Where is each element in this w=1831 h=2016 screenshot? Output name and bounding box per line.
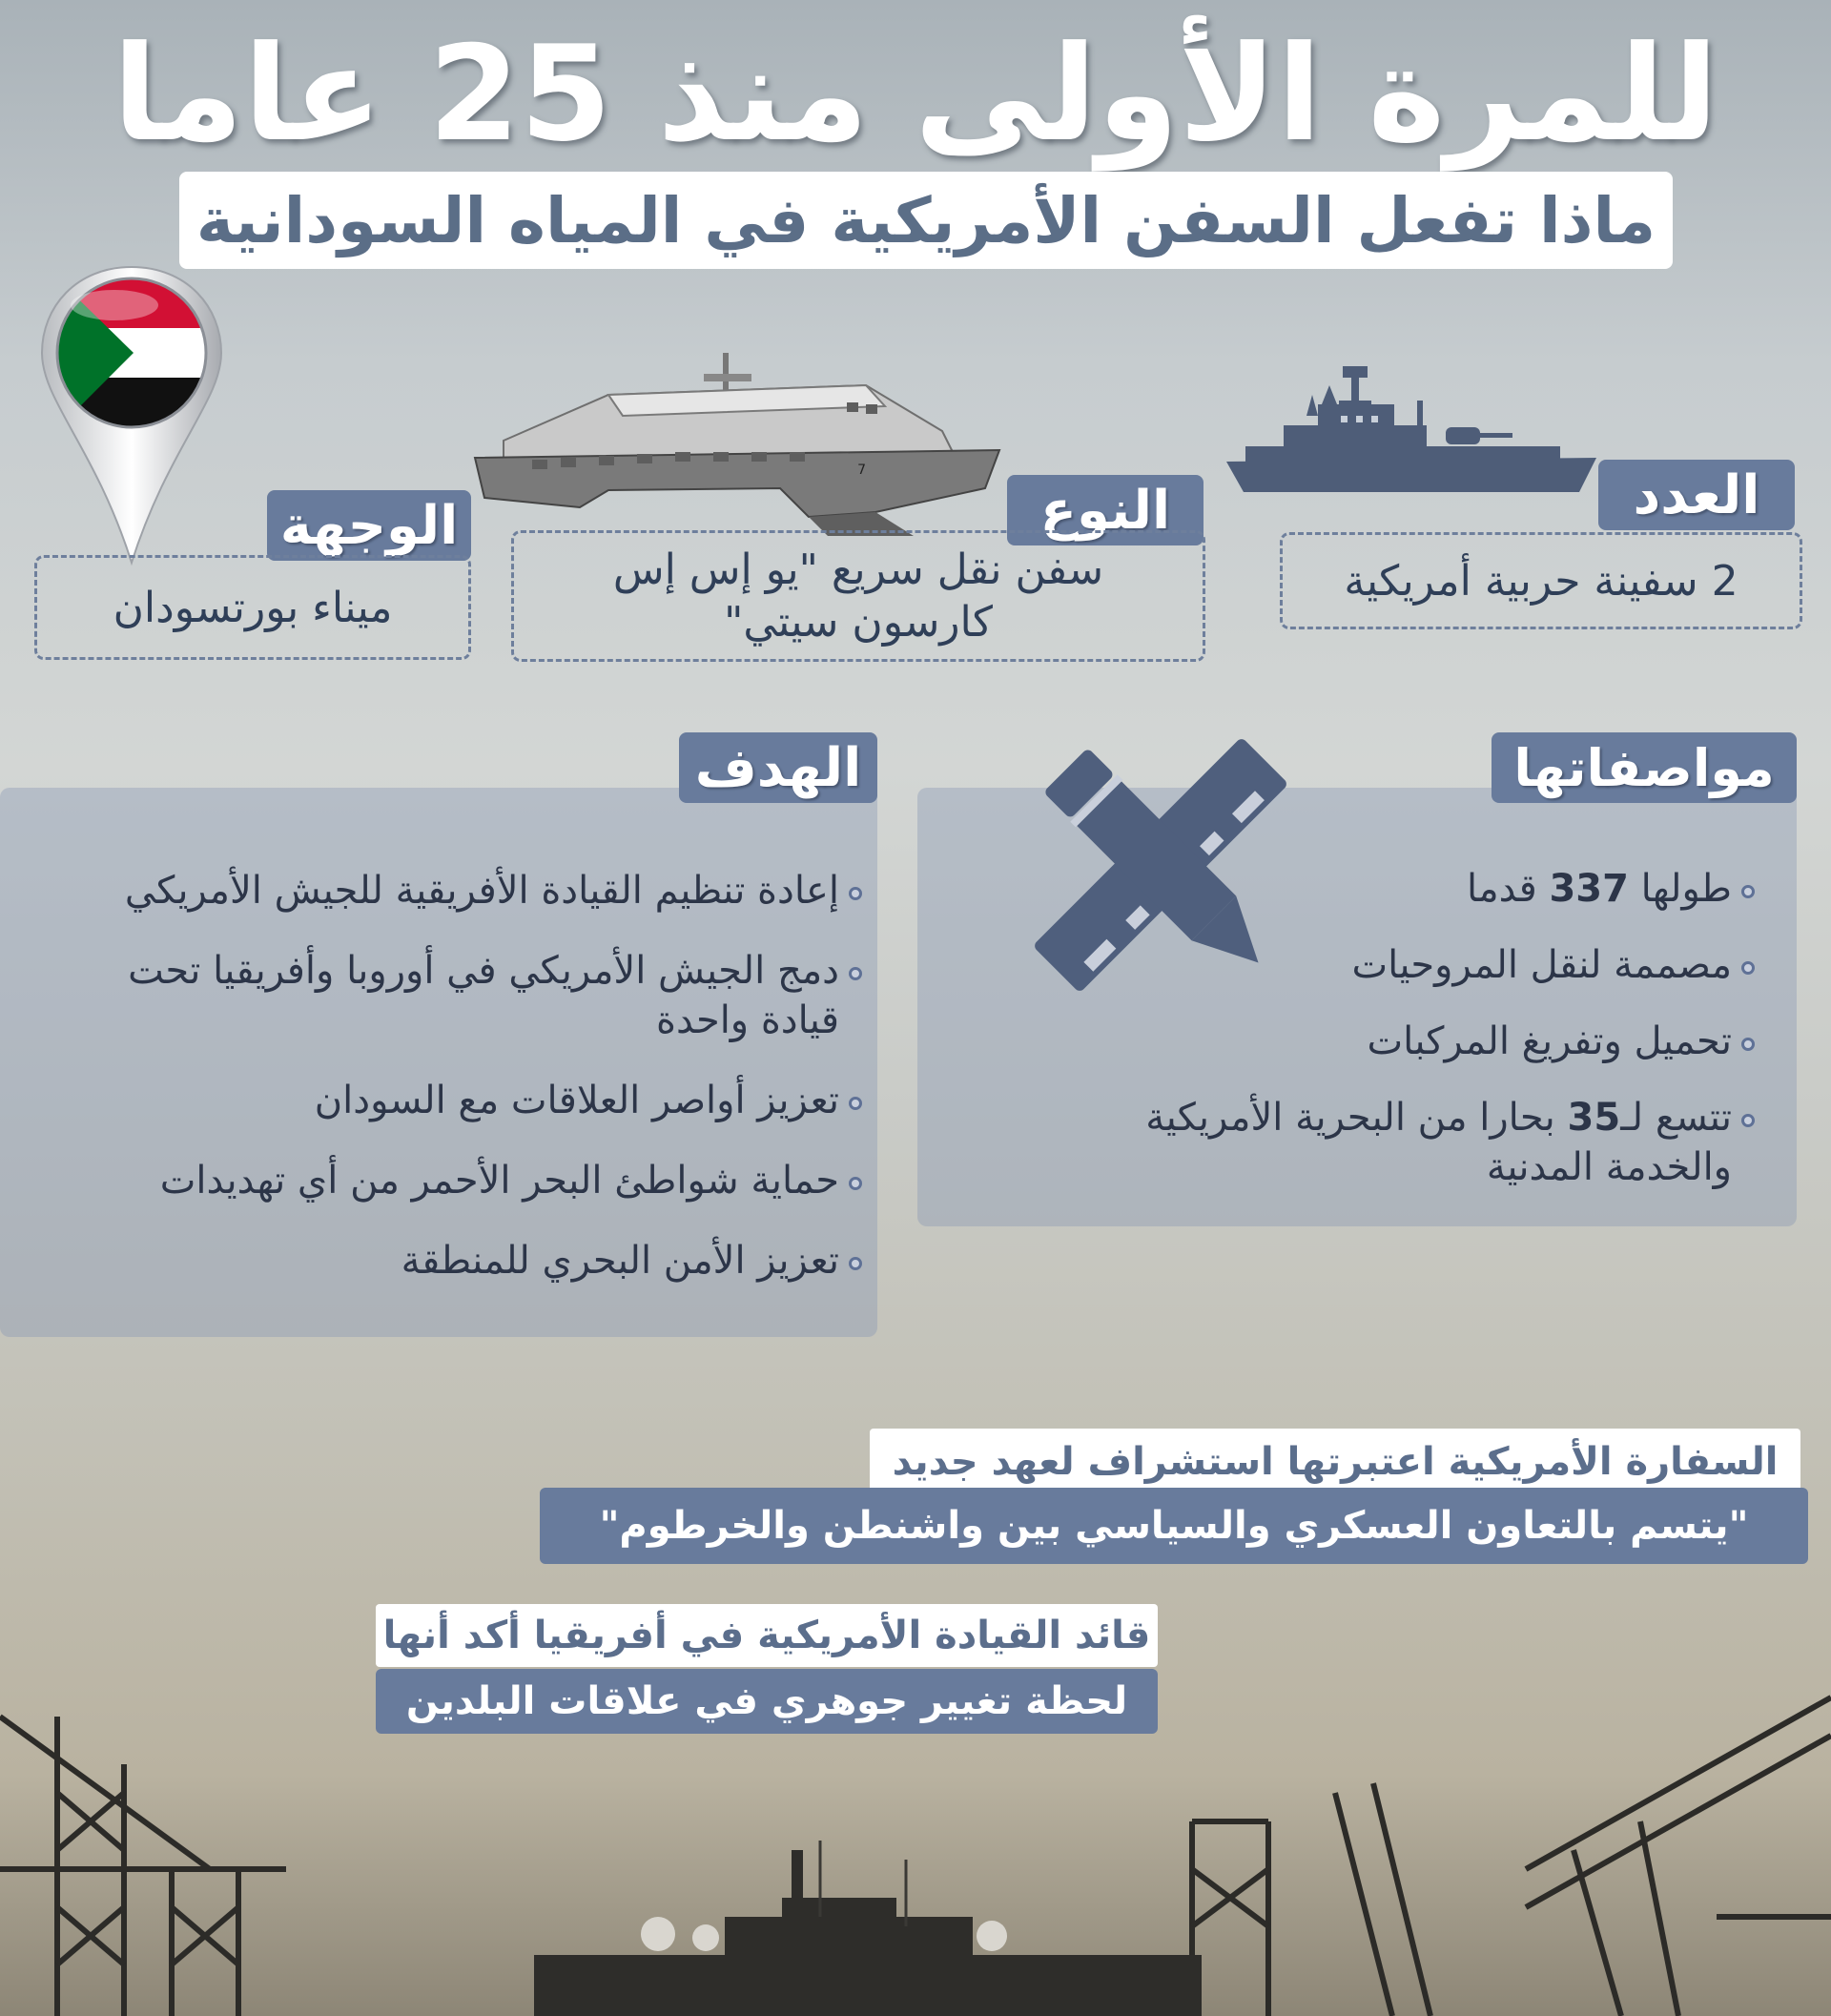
spec-item-3: تحميل وتفريغ المركبات (1059, 1017, 1755, 1066)
embassy-quote-line1: السفارة الأمريكية اعتبرتها استشراف لعهد جديد (870, 1429, 1800, 1495)
bullet-icon (849, 887, 862, 900)
goal-item-1: إعادة تنظيم القيادة الأفريقية للجيش الأمريكي (38, 866, 862, 915)
goals-list (38, 866, 862, 1286)
goal-item-4: حماية شواطئ البحر الأحمر من أي تهديدات (38, 1156, 862, 1205)
map-pin-flag-icon (38, 257, 225, 572)
svg-text:7: 7 (857, 463, 866, 478)
goal-item-2: دمج الجيش الأمريكي في أوروبا وأفريقيا تحت قيادة واحدة (38, 946, 862, 1045)
spec-item-1: طولها 337 قدما (1059, 864, 1755, 914)
count-label: العدد (1598, 460, 1795, 530)
bullet-icon (1741, 1114, 1755, 1127)
subtitle-box (179, 172, 1673, 269)
goal-item-3: تعزيز أواصر العلاقات مع السودان (38, 1076, 862, 1125)
bullet-icon (849, 1097, 862, 1110)
type-value-line1: سفن نقل سريع "يو إس إس (612, 545, 1104, 594)
warship-icon (1226, 366, 1596, 500)
type-label: النوع (1007, 475, 1204, 545)
spec-item-4: تتسع لـ35 بحارا من البحرية الأمريكية والخدمة المدنية (1059, 1093, 1755, 1192)
type-value-line2: كارسون سيتي" (724, 598, 993, 647)
page-subtitle: ماذا تفعل السفن الأمريكية في المياه السودانية (195, 183, 1656, 257)
goals-label: الهدف (679, 732, 877, 803)
specs-label: مواصفاتها (1492, 732, 1797, 803)
specs-list (1059, 864, 1755, 1192)
page-title: للمرة الأولى منذ 25 عاما (112, 17, 1719, 171)
commander-quote-line2: لحظة تغيير جوهري في علاقات البلدين (376, 1669, 1158, 1734)
count-value-box (1280, 532, 1802, 629)
destination-label: الوجهة (267, 490, 471, 561)
bullet-icon (849, 1177, 862, 1190)
spec-item-2: مصممة لنقل المروحيات (1059, 940, 1755, 990)
count-value: 2 سفينة حربية أمريكية (1344, 556, 1738, 606)
destination-value: ميناء بورتسودان (113, 583, 393, 632)
embassy-quote-line2: "يتسم بالتعاون العسكري والسياسي بين واشنطن والخرطوم" (540, 1488, 1808, 1564)
bullet-icon (1741, 961, 1755, 975)
type-value-box (511, 530, 1205, 662)
destination-value-box (34, 555, 471, 660)
port-scene-image (0, 1678, 1831, 2016)
bullet-icon (849, 1257, 862, 1270)
bullet-icon (1741, 885, 1755, 898)
commander-quote-line1: قائد القيادة الأمريكية في أفريقيا أكد أنها (376, 1604, 1158, 1667)
bullet-icon (849, 967, 862, 980)
bullet-icon (1741, 1038, 1755, 1051)
goal-item-5: تعزيز الأمن البحري للمنطقة (38, 1236, 862, 1286)
catamaran-vessel-image (465, 345, 1018, 536)
